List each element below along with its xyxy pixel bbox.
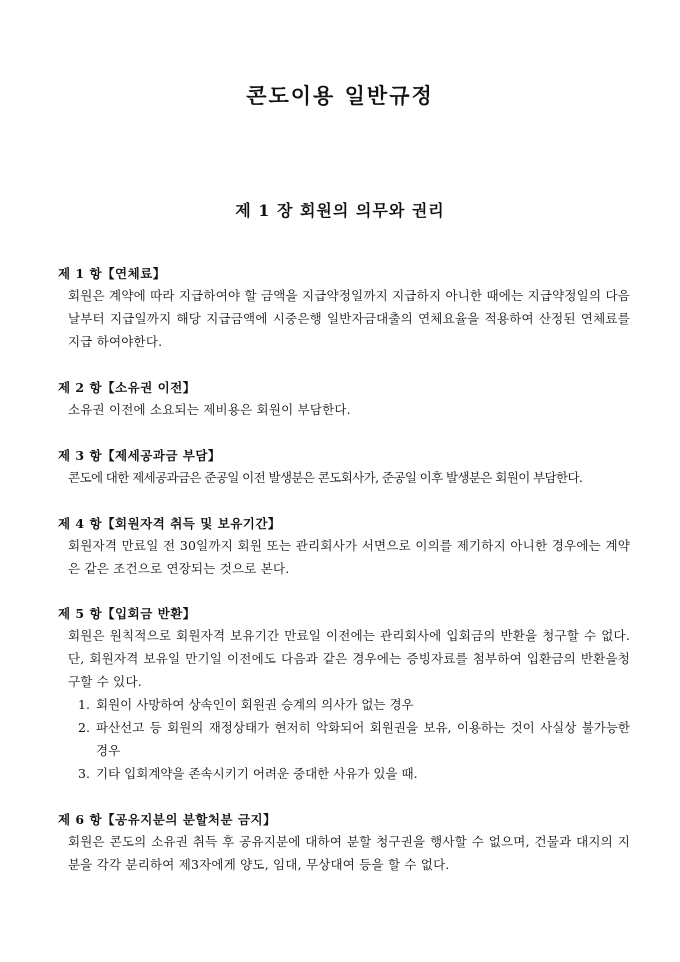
article-body: 콘도에 대한 제세공과금은 준공일 이전 발생분은 콘도회사가, 준공일 이후 발생분은 회원이 부담한다.: [68, 470, 583, 485]
article-body: 회원은 계약에 따라 지급하여야 할 금액을 지급약정일까지 지급하지 아니한 때에는 지급약정일의 다음날부터 지급일까지 해당 지급금액에 시중은행 일반자금대출의 연체요율을 적용하여 산정된 연체료를 지급 하여야한다.: [68, 288, 630, 349]
list-item: [68, 716, 630, 762]
article-heading: 제 2 항【소유권 이전】: [58, 380, 196, 395]
list-item-number: 3.: [78, 766, 90, 781]
article-heading: 제 6 항【공유지분의 분할처분 금지】: [58, 812, 277, 827]
article-body: 회원은 원칙적으로 회원자격 보유기간 만료일 이전에는 관리회사에 입회금의 반환을 청구할 수 없다. 단, 회원자격 보유일 만기일 이전에도 다음과 같은 경우에는 증빙자료를 첨부하여 입환금의 반환을청구할 수 있다.: [68, 628, 630, 689]
list-item: [68, 762, 630, 785]
article-body: 회원은 콘도의 소유권 취득 후 공유지분에 대하여 분할 청구권을 행사할 수 없으며, 건물과 대지의 지분을 각각 분리하여 제3자에게 양도, 임대, 무상대여 등을 할 수 없다.: [68, 834, 630, 872]
article-heading: 제 5 항【입회금 반환】: [58, 606, 196, 621]
article-heading: 제 3 항【제세공과금 부담】: [58, 448, 221, 463]
article-2: [58, 378, 630, 421]
list-item-text: 기타 입회계약을 존속시키기 어려운 중대한 사유가 있을 때.: [96, 766, 418, 781]
article-body: 회원자격 만료일 전 30일까지 회원 또는 관리회사가 서면으로 이의를 제기하지 아니한 경우에는 계약은 같은 조건으로 연장되는 것으로 본다.: [68, 538, 630, 576]
article-5: [58, 604, 630, 785]
article-heading: 제 4 항【회원자격 취득 및 보유기간】: [58, 516, 281, 531]
list-item-text: 회원이 사망하여 상속인이 회원권 승계의 의사가 없는 경우: [96, 697, 414, 712]
condition-list: [58, 693, 630, 785]
article-body: 소유권 이전에 소요되는 제비용은 회원이 부담한다.: [68, 402, 351, 417]
list-item-text: 파산선고 등 회원의 재정상태가 현저히 악화되어 회원권을 보유, 이용하는 것이 사실상 불가능한 경우: [96, 720, 630, 758]
list-item-number: 1.: [78, 697, 90, 712]
list-item: [68, 693, 630, 716]
article-6: [58, 810, 630, 876]
article-1: [58, 264, 630, 353]
chapter-title: 제 1 장 회원의 의무와 권리: [235, 201, 445, 220]
article-heading: 제 1 항【연체료】: [58, 266, 166, 281]
article-3: [58, 446, 630, 489]
document-title: 콘도이용 일반규정: [246, 83, 434, 108]
list-item-number: 2.: [78, 720, 90, 735]
article-4: [58, 514, 630, 580]
